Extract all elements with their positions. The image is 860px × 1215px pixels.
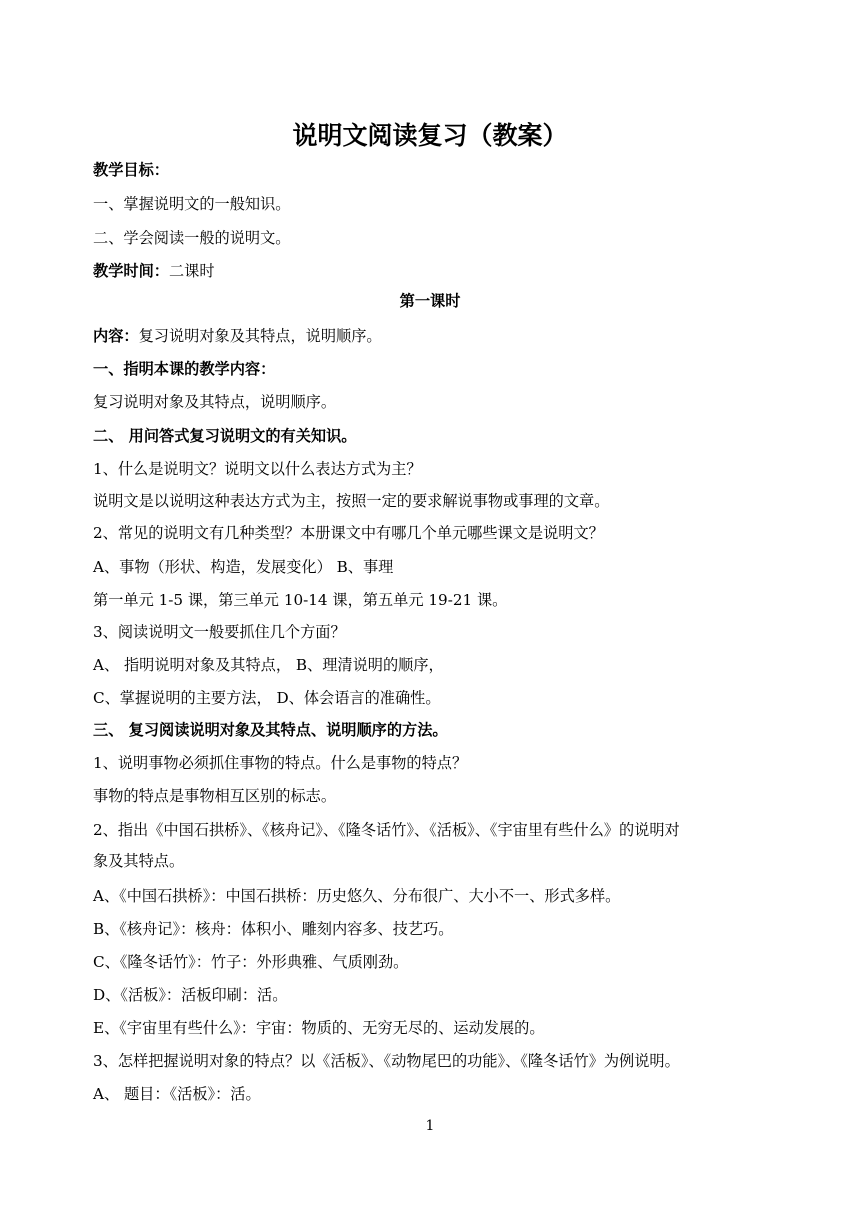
text-line bbox=[93, 555, 393, 579]
text-run: 1、什么是说明文？说明文以什么表达方式为主？ bbox=[93, 460, 422, 478]
text-line bbox=[93, 620, 346, 644]
text-run: 说明文是以说明这种表达方式为主，按照一定的要求解说事物或事理的文章。 bbox=[93, 492, 610, 510]
text-run: A、 指明说明对象及其特点， B、理清说明的顺序， bbox=[93, 656, 444, 674]
text-run: B、《核舟记》：核舟：体积小、雕刻内容多、技艺巧。 bbox=[93, 920, 454, 938]
text-run: 事物的特点是事物相互区别的标志。 bbox=[93, 787, 336, 805]
bold-text: 第一课时 bbox=[399, 292, 461, 310]
text-line bbox=[93, 1082, 261, 1106]
text-line bbox=[93, 653, 444, 677]
text-line bbox=[93, 884, 620, 908]
text-run: 1、说明事物必须抓住事物的特点。什么是事物的特点？ bbox=[93, 754, 468, 772]
text-run: 象及其特点。 bbox=[93, 852, 185, 870]
text-line bbox=[93, 357, 275, 381]
text-line bbox=[93, 324, 382, 348]
bold-text: 二、 用问答式复习说明文的有关知识。 bbox=[93, 427, 357, 445]
text-run: 一、掌握说明文的一般知识。 bbox=[93, 195, 291, 213]
text-line bbox=[93, 457, 422, 481]
text-line bbox=[93, 489, 609, 513]
text-run: C、掌握说明的主要方法， D、体会语言的准确性。 bbox=[93, 689, 441, 707]
text-run: A、 题目：《活板》：活。 bbox=[93, 1085, 261, 1103]
text-line bbox=[93, 718, 448, 742]
text-run: 3、怎样把握说明对象的特点？以《活板》、《动物尾巴的功能》、《隆冬话竹》为例说明。 bbox=[93, 1052, 680, 1070]
text-line bbox=[93, 849, 184, 873]
text-line bbox=[93, 784, 336, 808]
text-line bbox=[93, 917, 453, 941]
text-line bbox=[93, 950, 408, 974]
bold-text: 教学目标： bbox=[93, 161, 169, 179]
page-number: 1 bbox=[425, 1118, 435, 1134]
text-run: C、《隆冬话竹》：竹子：外形典雅、气质刚劲。 bbox=[93, 953, 409, 971]
text-run: 3、阅读说明文一般要抓住几个方面？ bbox=[93, 623, 346, 641]
text-run: 第一单元 1-5 课，第三单元 10-14 课，第五单元 19-21 课。 bbox=[93, 591, 508, 609]
text-line bbox=[93, 226, 290, 250]
text-line bbox=[93, 259, 215, 283]
text-line bbox=[93, 588, 507, 612]
bold-text: 教学时间： bbox=[93, 262, 169, 280]
text-line bbox=[93, 158, 169, 182]
text-run: 2、常见的说明文有几种类型？本册课文中有哪几个单元哪些课文是说明文？ bbox=[93, 524, 604, 542]
bold-text: 一、指明本课的教学内容： bbox=[93, 360, 276, 378]
text-run: 二课时 bbox=[168, 262, 215, 280]
text-run: A、《中国石拱桥》：中国石拱桥：历史悠久、分布很广、大小不一、形式多样。 bbox=[93, 887, 621, 905]
text-run: 2、指出《中国石拱桥》、《核舟记》、《隆冬话竹》、《活板》、《宇宙里有些什么》的说明对 bbox=[93, 821, 680, 839]
text-line bbox=[0, 289, 860, 313]
text-line bbox=[93, 192, 290, 216]
text-line bbox=[93, 751, 467, 775]
text-line bbox=[93, 686, 441, 710]
text-line bbox=[93, 1049, 680, 1073]
text-run: E、《宇宙里有些什么》：宇宙：物质的、无穷无尽的、运动发展的。 bbox=[93, 1019, 545, 1037]
text-run: D、《活板》：活板印刷：活。 bbox=[93, 986, 288, 1004]
bold-text: 三、 复习阅读说明对象及其特点、说明顺序的方法。 bbox=[93, 721, 448, 739]
text-line bbox=[93, 390, 336, 414]
text-line bbox=[93, 521, 604, 545]
text-line bbox=[93, 424, 356, 448]
document-title: 说明文阅读复习（教案） bbox=[292, 121, 568, 150]
text-run: 复习说明对象及其特点，说明顺序。 bbox=[138, 327, 382, 345]
text-run: 二、学会阅读一般的说明文。 bbox=[93, 229, 291, 247]
text-line bbox=[93, 818, 680, 842]
text-run: 复习说明对象及其特点，说明顺序。 bbox=[93, 393, 336, 411]
text-line bbox=[93, 983, 287, 1007]
bold-text: 内容： bbox=[93, 327, 139, 345]
text-line bbox=[93, 1016, 545, 1040]
text-run: A、事物（形状、构造，发展变化） B、事理 bbox=[93, 558, 394, 576]
